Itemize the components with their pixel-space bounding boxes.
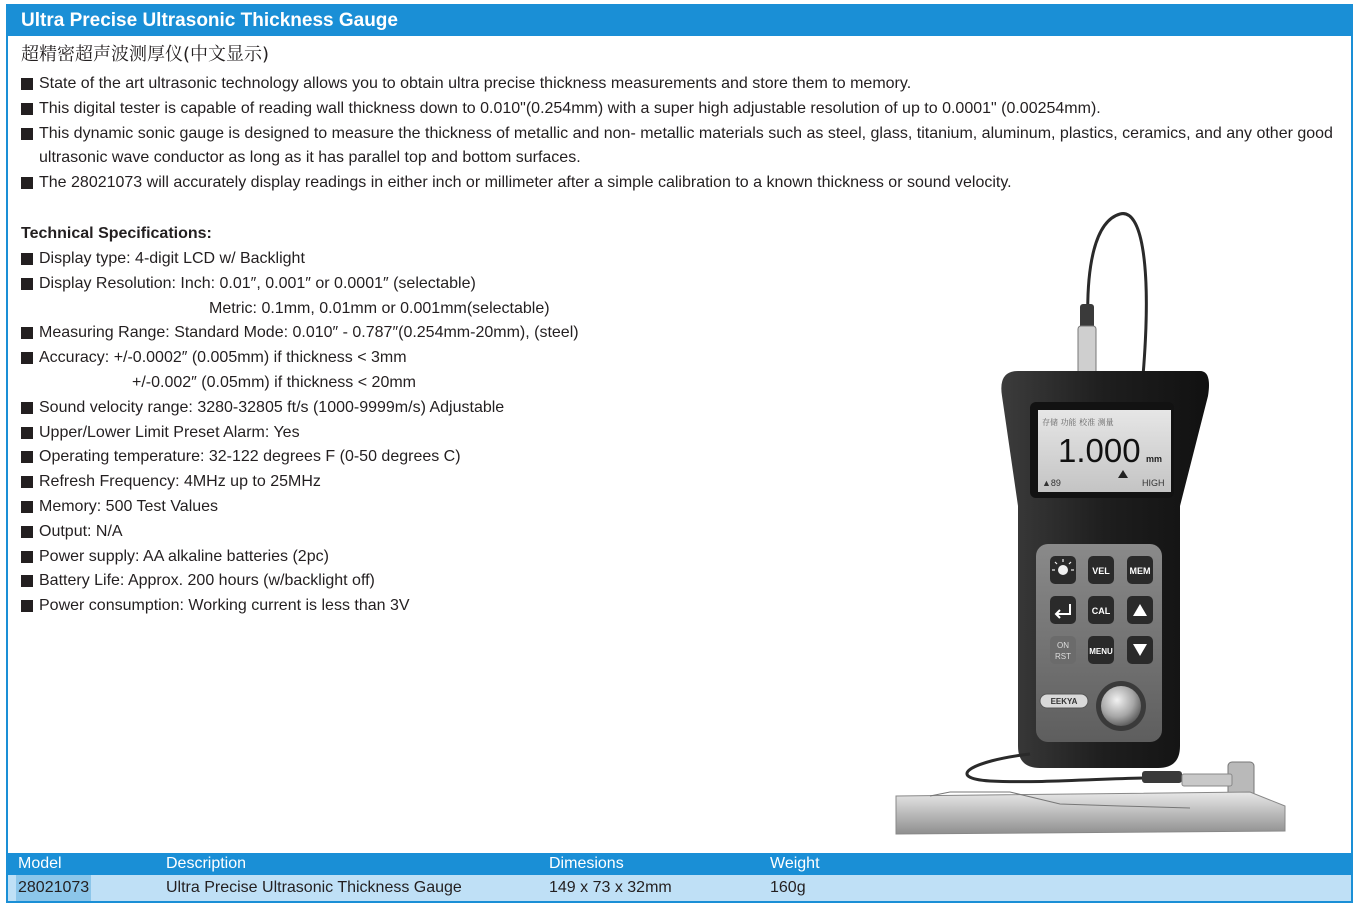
spec-item: Upper/Lower Limit Preset Alarm: Yes (21, 421, 781, 446)
spec-item: Output: N/A (21, 520, 781, 545)
spec-item: Measuring Range: Standard Mode: 0.010″ - 0.787″(0.254mm-20mm), (steel) (21, 321, 781, 346)
svg-text:MENU: MENU (1089, 647, 1113, 656)
bullet-square-icon (21, 103, 33, 115)
col-model: Model (18, 855, 62, 872)
svg-text:ON: ON (1057, 641, 1069, 650)
bullet-square-icon (21, 476, 33, 488)
spec-heading: Technical Specifications: (21, 225, 212, 242)
bullet-square-icon (21, 352, 33, 364)
spec-item: Sound velocity range: 3280-32805 ft/s (1000-9999m/s) Adjustable (21, 396, 781, 421)
bullet-square-icon (21, 78, 33, 90)
svg-text:VEL: VEL (1092, 566, 1110, 576)
spec-item: Display type: 4-digit LCD w/ Backlight (21, 247, 781, 272)
spec-continuation: +/-0.002″ (0.05mm) if thickness < 20mm (132, 373, 416, 391)
product-panel (6, 4, 1353, 903)
vel-button (1088, 556, 1114, 584)
spec-item: Refresh Frequency: 4MHz up to 25MHz (21, 470, 781, 495)
lcd-status-left: ▲89 (1042, 478, 1061, 488)
bullet-square-icon (21, 526, 33, 538)
chinese-subtitle: 超精密超声波测厚仪(中文显示) (21, 44, 270, 65)
col-description: Description (166, 855, 247, 872)
table-row (8, 875, 1351, 901)
brand-logo: EEKYA (1050, 697, 1078, 706)
spec-continuation: Metric: 0.1mm, 0.01mm or 0.001mm(selectable) (209, 299, 550, 317)
on-rst-button (1050, 636, 1076, 664)
spec-item: Power consumption: Working current is less than 3V (21, 594, 781, 619)
mem-button (1127, 556, 1153, 584)
bullet-square-icon (21, 501, 33, 513)
thickness-gauge-image (890, 206, 1290, 838)
enter-button (1050, 596, 1076, 624)
up-arrow-button (1127, 596, 1153, 624)
spec-item: Display Resolution: Inch: 0.01″, 0.001″ or 0.0001″ (selectable) (21, 272, 781, 297)
svg-text:MEM: MEM (1129, 566, 1151, 576)
bullet-square-icon (21, 327, 33, 339)
bullet-square-icon (21, 253, 33, 265)
bullet-square-icon (21, 451, 33, 463)
cell-description: Ultra Precise Ultrasonic Thickness Gauge (166, 879, 462, 896)
col-weight: Weight (770, 855, 820, 872)
feature-item: The 28021073 will accurately display readings in either inch or millimeter after a simple calibration to a known thickness or sound velocity. (21, 171, 1341, 196)
feature-item: State of the art ultrasonic technology allows you to obtain ultra precise thickness measurements and store them to memory. (21, 72, 1341, 97)
bullet-square-icon (21, 402, 33, 414)
lcd-unit: mm (1146, 454, 1163, 464)
calibration-step-block (896, 792, 1285, 834)
backlight-button (1050, 556, 1076, 584)
down-arrow-button (1127, 636, 1153, 664)
feature-item: This digital tester is capable of reading wall thickness down to 0.010"(0.254mm) with a super high adjustable resolution of up to 0.0001" (0.00254mm). (21, 97, 1341, 122)
technical-specifications (21, 222, 781, 619)
svg-text:RST: RST (1055, 652, 1071, 661)
bullet-square-icon (21, 278, 33, 290)
spec-item: Operating temperature: 32-122 degrees F (0-50 degrees C) (21, 445, 781, 470)
cell-dimensions: 149 x 73 x 32mm (549, 879, 672, 896)
lcd-header: 存储 功能 校准 测量 (1042, 418, 1114, 427)
col-dimensions: Dimesions (549, 855, 624, 872)
spec-item: Memory: 500 Test Values (21, 495, 781, 520)
lcd-reading: 1.000 (1058, 432, 1141, 469)
feature-item: This dynamic sonic gauge is designed to measure the thickness of metallic and non- metallic materials such as steel, glass, titanium, aluminum, plastics, ceramics, and any other good ultrasonic wave conductor as long as it has parallel top and bottom surfaces. (21, 122, 1341, 172)
bullet-square-icon (21, 128, 33, 140)
svg-text:CAL: CAL (1091, 606, 1111, 616)
cell-weight: 160g (770, 879, 806, 896)
menu-button (1088, 636, 1114, 664)
panel-title: Ultra Precise Ultrasonic Thickness Gauge (8, 6, 1351, 36)
bullet-square-icon (21, 427, 33, 439)
spec-item: Power supply: AA alkaline batteries (2pc) (21, 545, 781, 570)
feature-list (21, 72, 1341, 196)
bullet-square-icon (21, 600, 33, 612)
cell-model: 28021073 (16, 875, 91, 901)
spec-table-header (8, 853, 1351, 875)
lcd-status-right: HIGH (1142, 478, 1165, 488)
bullet-square-icon (21, 177, 33, 189)
bullet-square-icon (21, 551, 33, 563)
cal-button (1088, 596, 1114, 624)
spec-item: Battery Life: Approx. 200 hours (w/backlight off) (21, 569, 781, 594)
bullet-square-icon (21, 575, 33, 587)
spec-item: Accuracy: +/-0.0002″ (0.005mm) if thickness < 3mm (21, 346, 781, 371)
